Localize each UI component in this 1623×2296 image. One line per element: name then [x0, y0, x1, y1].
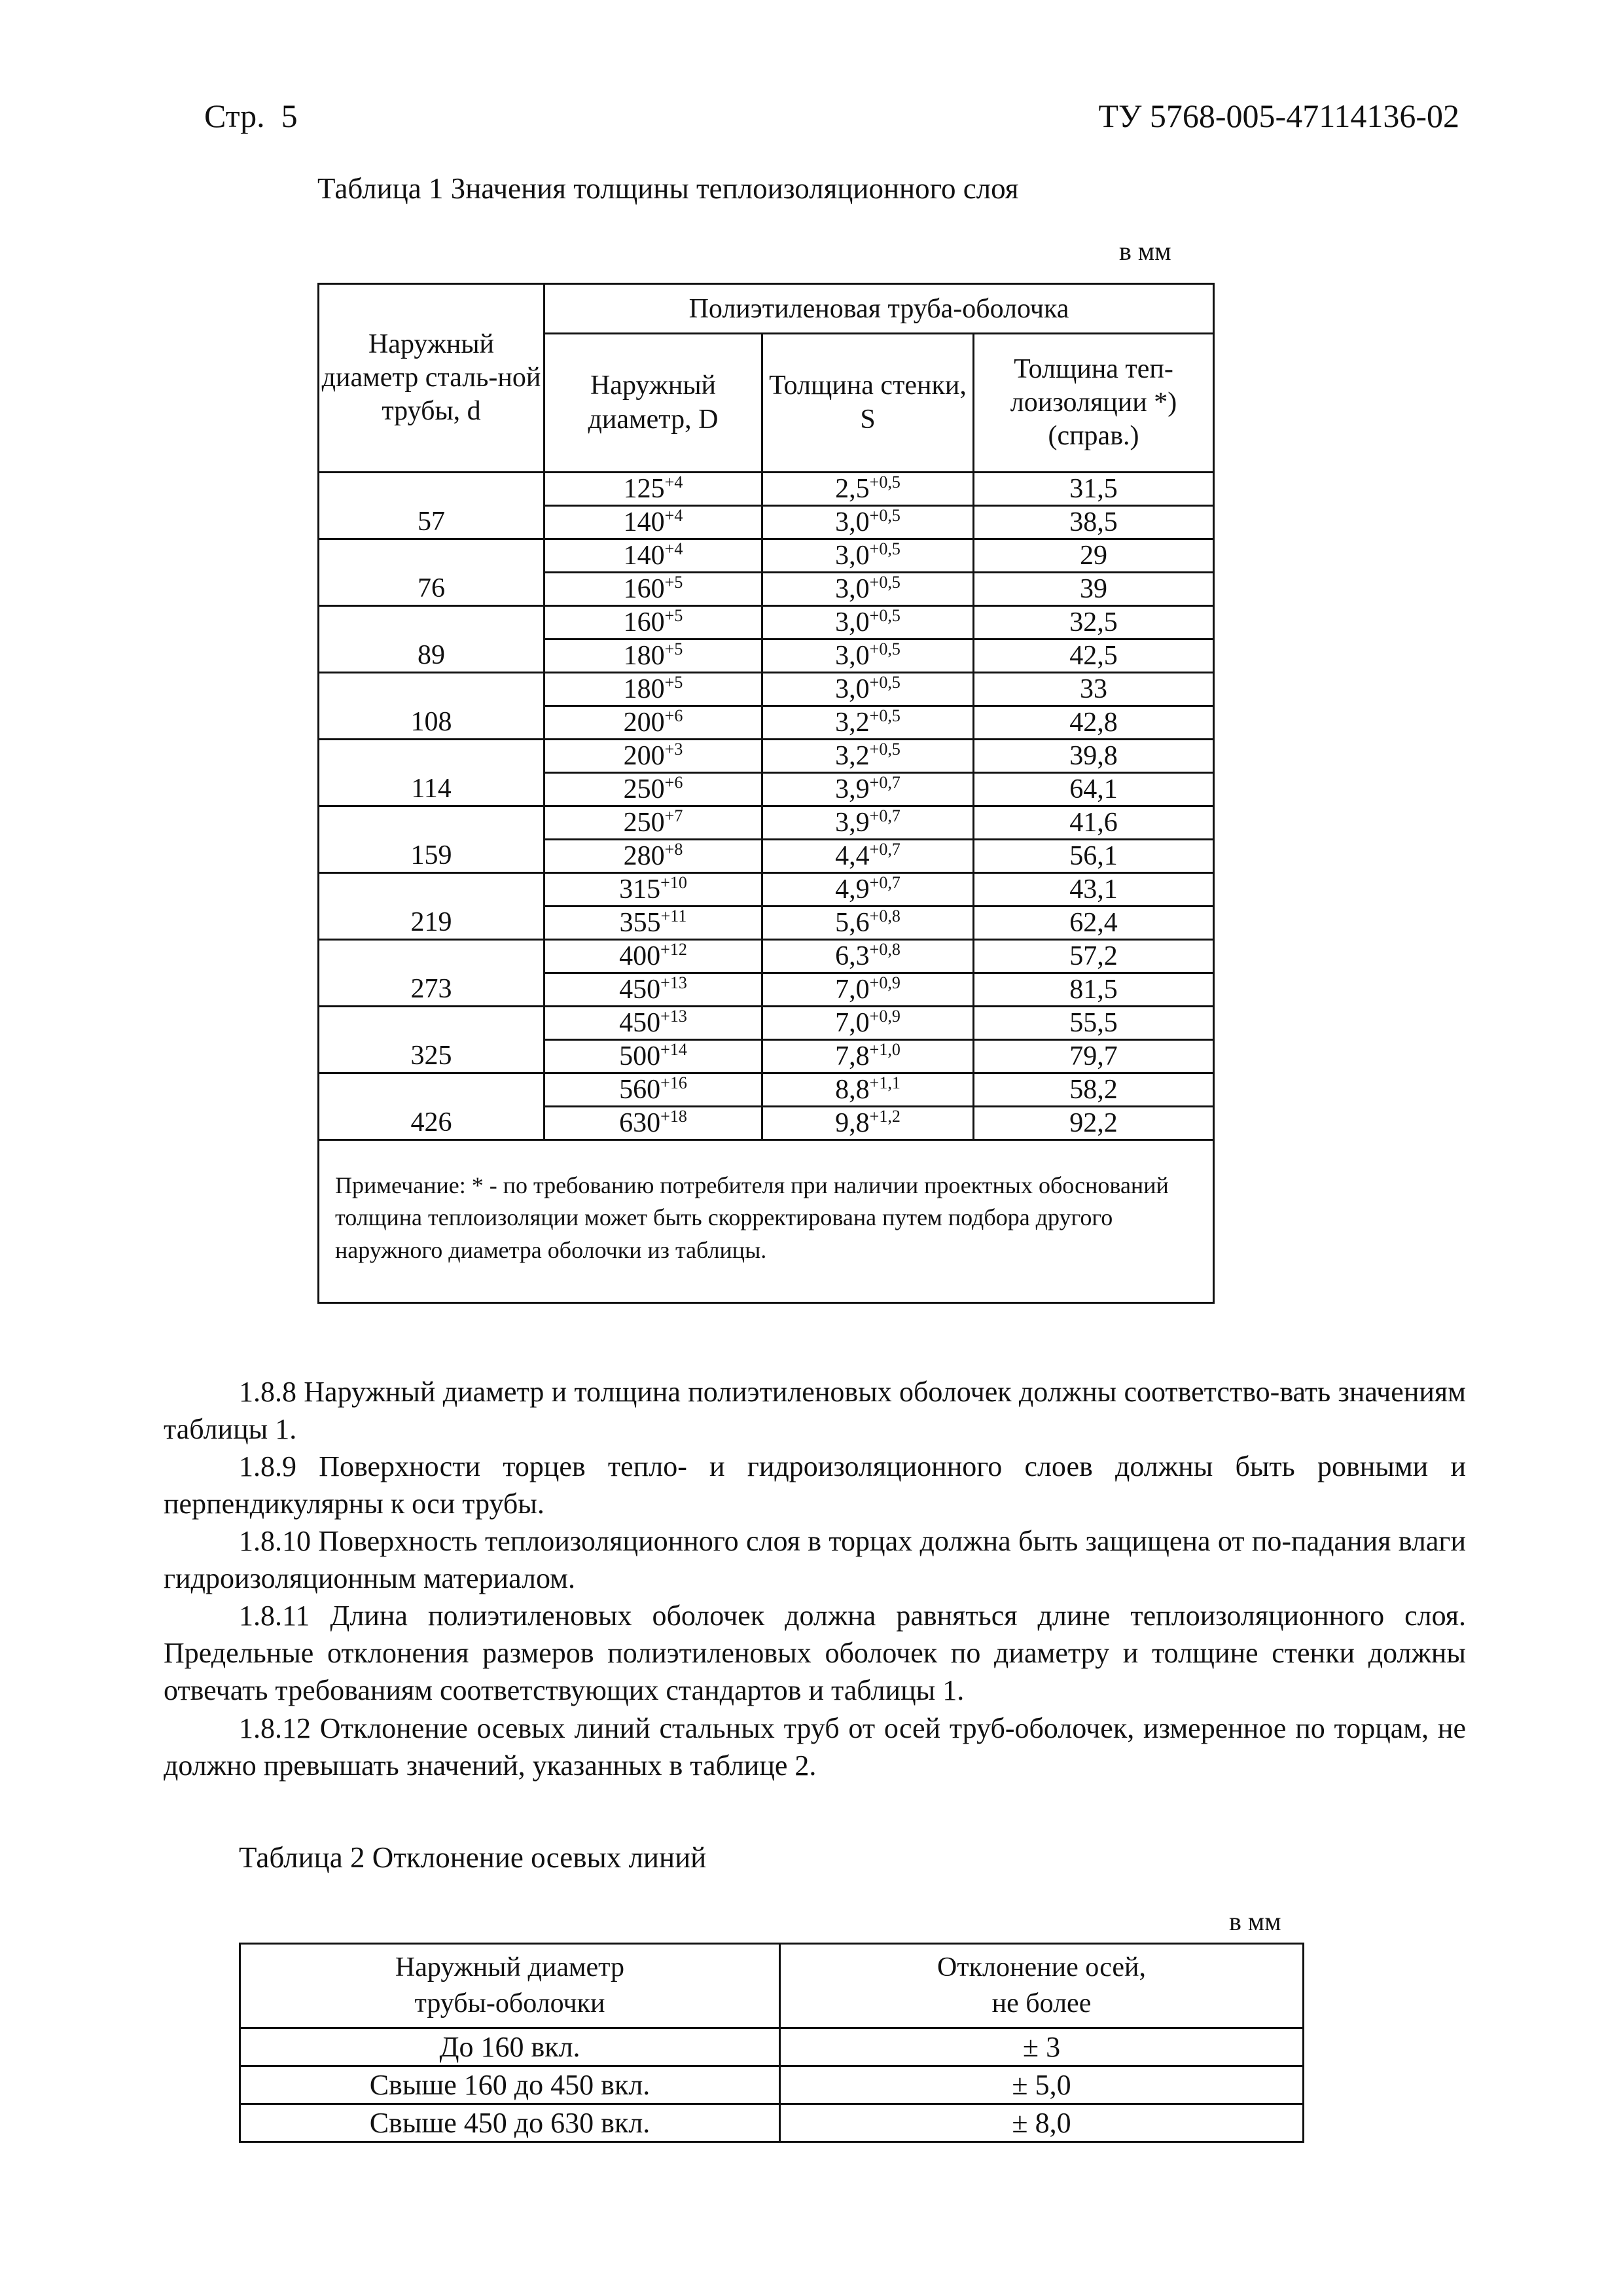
wall-thickness-cell: $3,0^{+0,5}$ — [762, 606, 974, 639]
wall-thickness-cell: $3,2^{+0,5}$ — [762, 706, 974, 740]
steel-diameter-cell: 89 — [319, 606, 544, 673]
table-row — [240, 2066, 1304, 2104]
wall-thickness-cell: $7,0^{+0,9}$ — [762, 1007, 974, 1040]
wall-thickness-cell: $6,3^{+0,8}$ — [762, 940, 974, 973]
paragraph-1-8-11: 1.8.11 Длина полиэтиленовых оболочек должна равняться длине теплоизоляционного слоя. Предельные отклонения размеров полиэтиленовых оболочек по диаметру и толщине стенки должны отвечать требованиям соответствующих стандартов и таблицы 1. — [164, 1600, 1466, 1706]
outer-diameter-cell: $630^{+18}$ — [544, 1107, 762, 1140]
steel-diameter-cell: 108 — [319, 673, 544, 740]
table-row — [319, 740, 1214, 773]
insulation-thickness-cell: 33 — [974, 673, 1214, 706]
wall-thickness-cell: $3,0^{+0,5}$ — [762, 506, 974, 539]
wall-thickness-cell: $2,5^{+0,5}$ — [762, 473, 974, 506]
insulation-thickness-cell: 29 — [974, 539, 1214, 573]
outer-diameter-cell: $140^{+4}$ — [544, 506, 762, 539]
table-row — [240, 2028, 1304, 2066]
col-group-header: Полиэтиленовая труба-оболочка — [544, 284, 1214, 334]
col-shell-diameter-header: Наружный диаметр трубы-оболочки — [240, 1944, 780, 2028]
range-cell: Свыше 160 до 450 вкл. — [240, 2066, 780, 2104]
table-row — [319, 1007, 1214, 1040]
outer-diameter-cell: $450^{+13}$ — [544, 973, 762, 1007]
insulation-thickness-cell: 32,5 — [974, 606, 1214, 639]
table-row — [319, 539, 1214, 573]
wall-thickness-cell: $3,9^{+0,7}$ — [762, 806, 974, 840]
insulation-thickness-cell: 38,5 — [974, 506, 1214, 539]
table-row — [319, 1073, 1214, 1107]
outer-diameter-cell: $400^{+12}$ — [544, 940, 762, 973]
steel-diameter-cell: 57 — [319, 473, 544, 539]
wall-thickness-cell: $7,8^{+1,0}$ — [762, 1040, 974, 1073]
outer-diameter-cell: $450^{+13}$ — [544, 1007, 762, 1040]
table-row — [319, 940, 1214, 973]
col-insulation-thickness-header: Толщина теп-лоизоляции *) (справ.) — [974, 334, 1214, 473]
outer-diameter-cell: $280^{+8}$ — [544, 840, 762, 873]
wall-thickness-cell: $8,8^{+1,1}$ — [762, 1073, 974, 1107]
insulation-thickness-cell: 39 — [974, 573, 1214, 606]
insulation-thickness-cell: 39,8 — [974, 740, 1214, 773]
insulation-thickness-cell: 58,2 — [974, 1073, 1214, 1107]
wall-thickness-cell: $7,0^{+0,9}$ — [762, 973, 974, 1007]
outer-diameter-cell: $180^{+5}$ — [544, 639, 762, 673]
outer-diameter-cell: $200^{+6}$ — [544, 706, 762, 740]
page-number: 5 — [281, 98, 298, 134]
wall-thickness-cell: $3,0^{+0,5}$ — [762, 539, 974, 573]
table-row — [319, 606, 1214, 639]
table1-caption: Таблица 1 Значения толщины теплоизоляционного слоя — [317, 172, 1019, 205]
outer-diameter-cell: $355^{+11}$ — [544, 906, 762, 940]
page-label-group — [204, 97, 298, 135]
wall-thickness-cell: $9,8^{+1,2}$ — [762, 1107, 974, 1140]
steel-diameter-cell: 426 — [319, 1073, 544, 1140]
steel-diameter-cell: 159 — [319, 806, 544, 873]
outer-diameter-cell: $160^{+5}$ — [544, 606, 762, 639]
insulation-thickness-cell: 42,8 — [974, 706, 1214, 740]
table-row — [319, 673, 1214, 706]
insulation-thickness-cell: 31,5 — [974, 473, 1214, 506]
insulation-thickness-cell: 43,1 — [974, 873, 1214, 906]
table-row — [240, 2104, 1304, 2142]
outer-diameter-cell: $250^{+6}$ — [544, 773, 762, 806]
table1-units: в мм — [1119, 236, 1171, 266]
table1-note: Примечание: * - по требованию потребителя при наличии проектных обоснований толщина теплоизоляции может быть скорректирована путем подбора другого наружного диаметра оболочки из таблицы. — [319, 1140, 1214, 1303]
document-code: ТУ 5768-005-47114136-02 — [1098, 98, 1459, 134]
thermal-insulation-table — [317, 283, 1215, 1304]
steel-diameter-cell: 219 — [319, 873, 544, 940]
table-row — [319, 873, 1214, 906]
steel-diameter-cell: 114 — [319, 740, 544, 806]
insulation-thickness-cell: 92,2 — [974, 1107, 1214, 1140]
outer-diameter-cell: $140^{+4}$ — [544, 539, 762, 573]
insulation-thickness-cell: 55,5 — [974, 1007, 1214, 1040]
range-cell: Свыше 450 до 630 вкл. — [240, 2104, 780, 2142]
col-axis-deviation-header: Отклонение осей, не более — [780, 1944, 1304, 2028]
page-label: Стр. — [204, 98, 265, 134]
table-row — [319, 806, 1214, 840]
wall-thickness-cell: $4,9^{+0,7}$ — [762, 873, 974, 906]
range-cell: До 160 вкл. — [240, 2028, 780, 2066]
outer-diameter-cell: $160^{+5}$ — [544, 573, 762, 606]
wall-thickness-cell: $4,4^{+0,7}$ — [762, 840, 974, 873]
table1-body — [319, 473, 1214, 1140]
table-row — [319, 473, 1214, 506]
col-steel-diameter-header: Наружный диаметр сталь-ной трубы, d — [319, 284, 544, 473]
wall-thickness-cell: $3,9^{+0,7}$ — [762, 773, 974, 806]
table2-units: в мм — [1229, 1907, 1281, 1936]
col-wall-thickness-header: Толщина стенки, S — [762, 334, 974, 473]
insulation-thickness-cell: 79,7 — [974, 1040, 1214, 1073]
steel-diameter-cell: 273 — [319, 940, 544, 1007]
insulation-thickness-cell: 41,6 — [974, 806, 1214, 840]
insulation-thickness-cell: 56,1 — [974, 840, 1214, 873]
outer-diameter-cell: $315^{+10}$ — [544, 873, 762, 906]
deviation-cell: ± 8,0 — [780, 2104, 1304, 2142]
outer-diameter-cell: $125^{+4}$ — [544, 473, 762, 506]
insulation-thickness-cell: 57,2 — [974, 940, 1214, 973]
insulation-thickness-cell: 42,5 — [974, 639, 1214, 673]
paragraph-1-8-9: 1.8.9 Поверхности торцев тепло- и гидроизоляционного слоев должны быть ровными и перпендикулярны к оси трубы. — [164, 1450, 1466, 1520]
steel-diameter-cell: 76 — [319, 539, 544, 606]
outer-diameter-cell: $560^{+16}$ — [544, 1073, 762, 1107]
paragraph-1-8-8: 1.8.8 Наружный диаметр и толщина полиэтиленовых оболочек должны соответство-вать значениям таблицы 1. — [164, 1376, 1466, 1445]
outer-diameter-cell: $180^{+5}$ — [544, 673, 762, 706]
deviation-cell: ± 3 — [780, 2028, 1304, 2066]
paragraph-1-8-10: 1.8.10 Поверхность теплоизоляционного слоя в торцах должна быть защищена от по-падания влаги гидроизоляционным материалом. — [164, 1525, 1466, 1594]
wall-thickness-cell: $3,0^{+0,5}$ — [762, 639, 974, 673]
paragraph-1-8-12: 1.8.12 Отклонение осевых линий стальных труб от осей труб-оболочек, измеренное по торцам, не должно превышать значений, указанных в таблице 2. — [164, 1712, 1466, 1782]
deviation-cell: ± 5,0 — [780, 2066, 1304, 2104]
outer-diameter-cell: $200^{+3}$ — [544, 740, 762, 773]
wall-thickness-cell: $5,6^{+0,8}$ — [762, 906, 974, 940]
outer-diameter-cell: $500^{+14}$ — [544, 1040, 762, 1073]
wall-thickness-cell: $3,2^{+0,5}$ — [762, 740, 974, 773]
insulation-thickness-cell: 62,4 — [974, 906, 1214, 940]
outer-diameter-cell: $250^{+7}$ — [544, 806, 762, 840]
insulation-thickness-cell: 81,5 — [974, 973, 1214, 1007]
wall-thickness-cell: $3,0^{+0,5}$ — [762, 573, 974, 606]
insulation-thickness-cell: 64,1 — [974, 773, 1214, 806]
steel-diameter-cell: 325 — [319, 1007, 544, 1073]
table2-caption: Таблица 2 Отклонение осевых линий — [239, 1841, 707, 1874]
col-outer-diameter-header: Наружный диаметр, D — [544, 334, 762, 473]
axis-deviation-table — [239, 1943, 1304, 2143]
wall-thickness-cell: $3,0^{+0,5}$ — [762, 673, 974, 706]
